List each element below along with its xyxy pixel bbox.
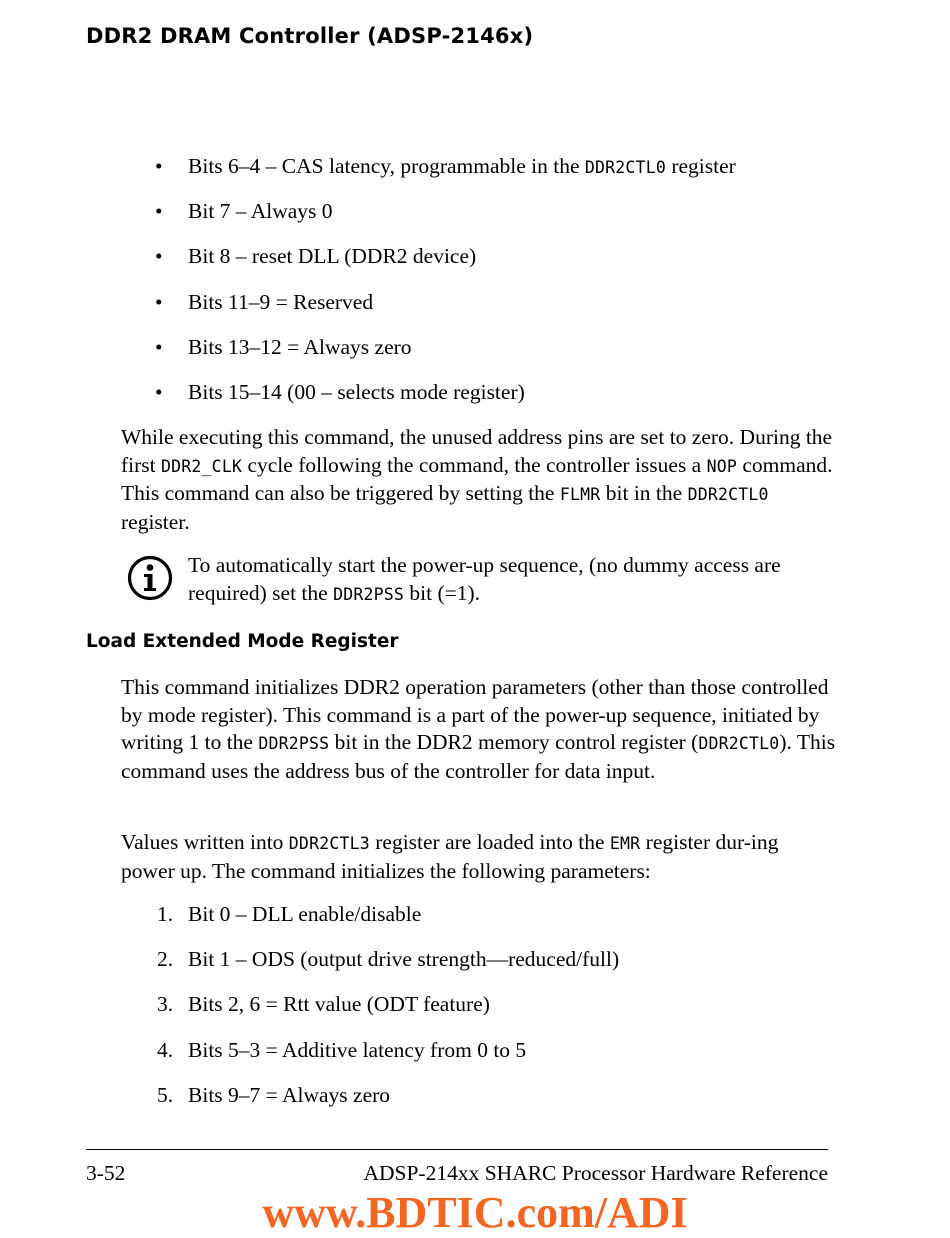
- text-run: register.: [121, 509, 190, 534]
- text-run: Bits 13–12 = Always zero: [188, 334, 412, 359]
- text-run: command. This command can also be triggered by setting the: [121, 452, 833, 505]
- register-name: DDR2CTL0: [698, 734, 780, 753]
- page-number: 3-52: [86, 1161, 126, 1185]
- list-marker: •: [155, 380, 163, 404]
- text-run: To automatically start the power-up sequence, (no dummy access are required) set the: [188, 553, 781, 605]
- list-item-text: [188, 946, 619, 973]
- list-marker: 4.: [157, 1037, 174, 1062]
- text-run: bit (=1).: [404, 580, 481, 605]
- text-run: Bits 15–14 (00 – selects mode register): [188, 380, 525, 404]
- paragraph-emr-initialization: [121, 674, 836, 785]
- register-name: DDR2PSS: [333, 584, 404, 604]
- register-name: DDR2_CLK: [161, 456, 243, 476]
- text-run: Bits 9–7 = Always zero: [188, 1082, 391, 1107]
- text-run: Bit 7 – Always 0: [188, 199, 333, 224]
- text-run: Bits 11–9 = Reserved: [188, 289, 374, 314]
- text-run: Bit 0 – DLL enable/disable: [188, 902, 422, 926]
- list-item-text: [188, 901, 421, 928]
- text-run: Bits 2, 6 = Rtt value (ODT feature): [188, 992, 490, 1017]
- running-header: DDR2 DRAM Controller (ADSP-2146x): [86, 24, 534, 48]
- text-run: Bit 8 – reset DLL (DDR2 device): [188, 244, 477, 269]
- text-run: ). This command uses the address bus of the controller for data input.: [121, 730, 836, 783]
- text-run: register are loaded into the: [369, 830, 610, 854]
- list-item-text: [188, 1037, 526, 1064]
- text-run: register dur-ing power up. The command initializes the following parameters:: [121, 830, 779, 883]
- list-item-text: [188, 1082, 390, 1109]
- list-item-text: [188, 991, 490, 1018]
- list-marker: 1.: [157, 902, 174, 926]
- register-name: DDR2CTL0: [687, 485, 769, 504]
- list-item-text: [188, 243, 476, 270]
- register-name: NOP: [706, 456, 738, 476]
- list-item-text: [188, 198, 333, 225]
- text-run: Bits 6–4 – CAS latency, programmable in the: [188, 154, 585, 178]
- info-icon: [127, 555, 173, 601]
- section-heading: Load Extended Mode Register: [86, 631, 399, 652]
- list-marker: 2.: [157, 947, 174, 972]
- register-name: DDR2PSS: [258, 734, 330, 753]
- list-marker: •: [155, 244, 163, 269]
- register-name: DDR2CTL3: [288, 834, 370, 853]
- list-marker: 3.: [157, 992, 174, 1017]
- paragraph-ddr2ctl3-values: [121, 829, 836, 885]
- list-marker: •: [155, 334, 163, 359]
- book-title: ADSP-214xx SHARC Processor Hardware Reference: [363, 1161, 828, 1185]
- list-item-text: [188, 379, 525, 406]
- text-run: Bits 5–3 = Additive latency from 0 to 5: [188, 1037, 527, 1062]
- list-item-text: [188, 289, 373, 316]
- register-name: FLMR: [559, 485, 601, 504]
- list-marker: 5.: [157, 1082, 174, 1107]
- list-marker: •: [155, 199, 163, 224]
- list-item-text: [188, 153, 736, 181]
- register-name: DDR2CTL0: [584, 158, 666, 177]
- text-run: bit in the: [600, 481, 688, 505]
- text-run: cycle following the command, the controller issues a: [242, 452, 707, 477]
- list-item-text: [188, 334, 412, 361]
- text-run: Values written into: [121, 830, 289, 854]
- register-name: EMR: [609, 834, 641, 853]
- footer-rule: [86, 1149, 828, 1150]
- text-run: While executing this command, the unused address pins are set to zero. During the first: [121, 425, 833, 477]
- text-run: This command initializes DDR2 operation parameters (other than those controlled by mode register). This command is a part of the power-up sequence, initiated by writing 1 to the: [121, 675, 829, 754]
- text-run: Bit 1 – ODS (output drive strength—reduced/full): [188, 947, 620, 972]
- watermark: www.BDTIC.com/ADI: [262, 1188, 688, 1237]
- text-run: bit in the DDR2 memory control register (: [329, 730, 699, 754]
- list-marker: •: [155, 154, 163, 178]
- paragraph-command-execution: [121, 424, 836, 536]
- list-marker: •: [155, 289, 163, 314]
- text-run: register: [665, 154, 736, 178]
- note-text: [188, 552, 828, 608]
